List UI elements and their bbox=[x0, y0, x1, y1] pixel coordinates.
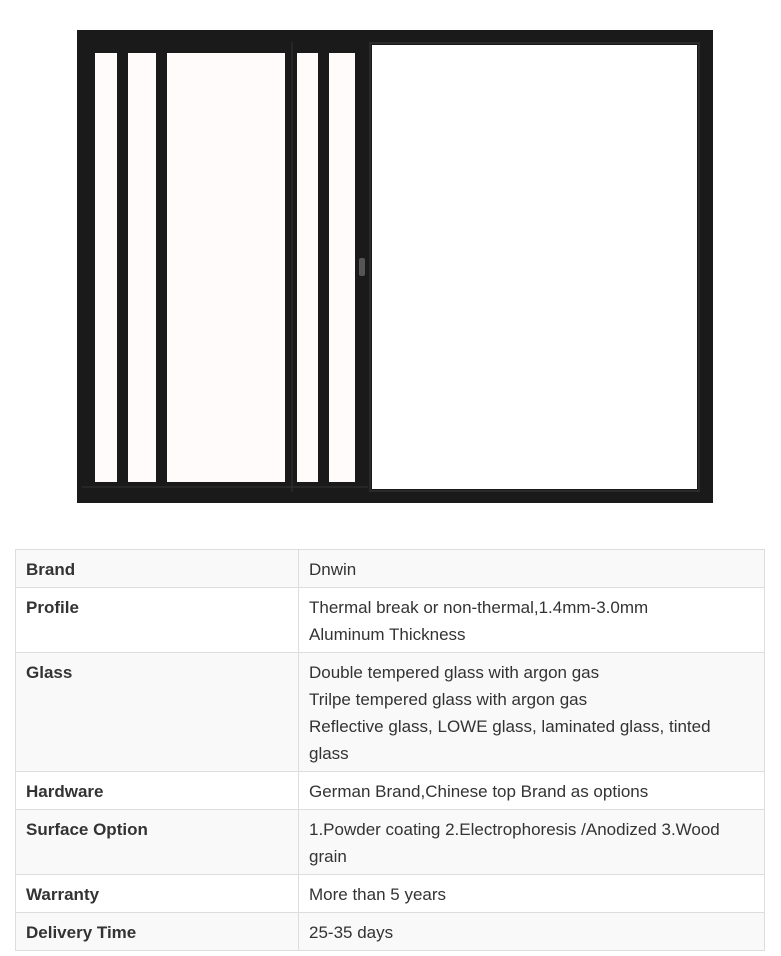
table-row bbox=[16, 588, 765, 653]
left-glass-strip-2 bbox=[128, 53, 156, 482]
value-line: German Brand,Chinese top Brand as options bbox=[309, 782, 649, 801]
spec-label-profile: Profile bbox=[16, 588, 299, 653]
value-line: More than 5 years bbox=[309, 885, 447, 904]
left-glass-strip-3 bbox=[297, 53, 318, 482]
spec-label-warranty: Warranty bbox=[16, 875, 299, 913]
spec-value-hardware bbox=[299, 772, 765, 810]
spec-label-brand: Brand bbox=[16, 550, 299, 588]
handle-icon bbox=[359, 258, 365, 276]
spec-value-surface-option bbox=[299, 810, 765, 875]
spec-value-brand bbox=[299, 550, 765, 588]
spec-label-glass: Glass bbox=[16, 653, 299, 772]
table-row bbox=[16, 772, 765, 810]
spec-value-glass bbox=[299, 653, 765, 772]
left-glass-strip-1 bbox=[95, 53, 117, 482]
value-line: Reflective glass, LOWE glass, laminated glass, tinted bbox=[309, 717, 711, 736]
table-row bbox=[16, 913, 765, 951]
spec-value-delivery-time bbox=[299, 913, 765, 951]
table-row bbox=[16, 550, 765, 588]
table-row bbox=[16, 653, 765, 772]
value-line: Aluminum Thickness bbox=[309, 625, 466, 644]
value-line: Trilpe tempered glass with argon gas bbox=[309, 690, 588, 709]
value-line: Dnwin bbox=[309, 560, 357, 579]
table-row bbox=[16, 875, 765, 913]
spec-value-warranty bbox=[299, 875, 765, 913]
left-glass-strip-4 bbox=[329, 53, 355, 482]
value-line: grain bbox=[309, 847, 347, 866]
spec-value-profile bbox=[299, 588, 765, 653]
value-line: 25-35 days bbox=[309, 923, 394, 942]
value-line: glass bbox=[309, 744, 349, 763]
right-glass-pane bbox=[372, 45, 697, 489]
value-line: Double tempered glass with argon gas bbox=[309, 663, 600, 682]
spec-label-surface-option: Surface Option bbox=[16, 810, 299, 875]
value-line: Thermal break or non-thermal,1.4mm-3.0mm bbox=[309, 598, 649, 617]
value-line: 1.Powder coating 2.Electrophoresis /Anodized 3.Wood bbox=[309, 820, 720, 839]
left-glass-center bbox=[167, 53, 285, 482]
spec-label-delivery-time: Delivery Time bbox=[16, 913, 299, 951]
spec-label-hardware: Hardware bbox=[16, 772, 299, 810]
table-row bbox=[16, 810, 765, 875]
spec-table bbox=[15, 549, 765, 951]
